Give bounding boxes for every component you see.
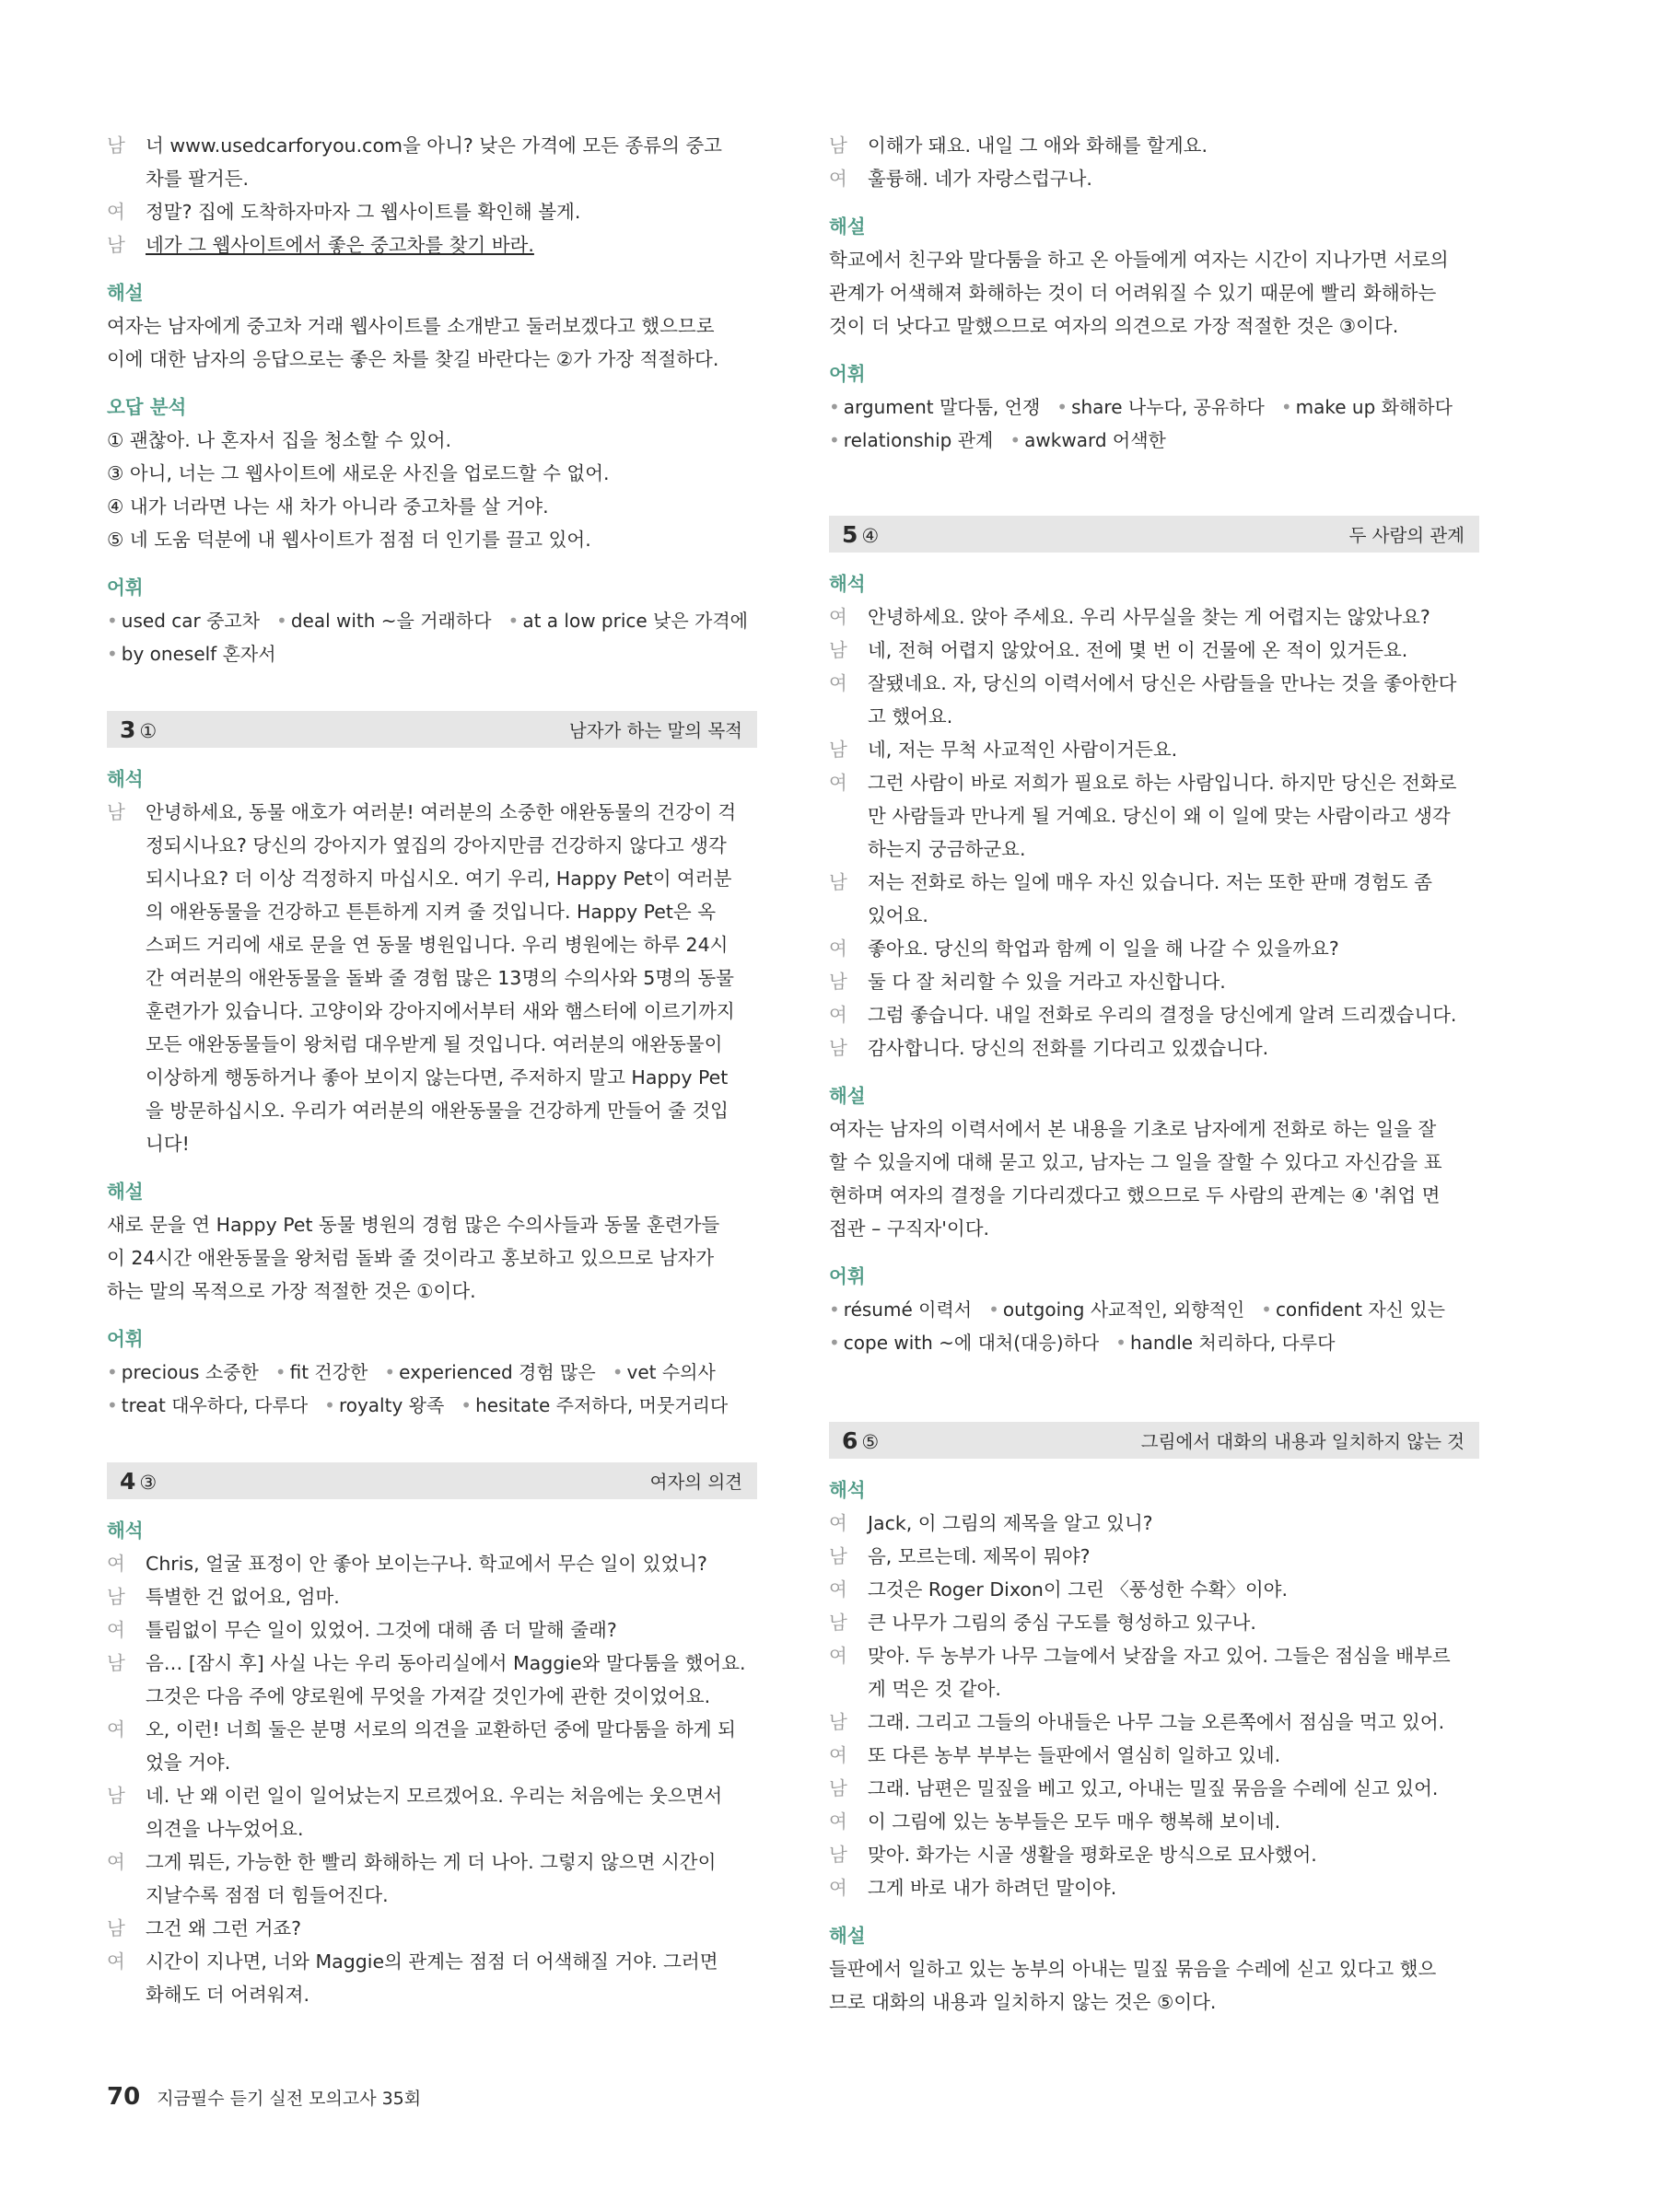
speaker-label: 여 <box>829 1004 847 1026</box>
speaker-label: 남 <box>829 871 847 893</box>
dialogue-line-continued: 만 사람들과 만나게 될 거예요. 당신이 왜 이 일에 맞는 사람이라고 생각 <box>868 805 1451 827</box>
answer-number: ① <box>139 719 158 742</box>
book-title: 지금필수 듣기 실전 모의고사 35회 <box>157 2089 422 2109</box>
dialogue-line: 여 안녕하세요. 앉아 주세요. 우리 사무실을 찾는 게 어렵지는 않았나요? <box>829 600 1479 634</box>
vocab-item: • experienced 경험 많은 <box>384 1361 596 1383</box>
explain-label: 해설 <box>829 1085 866 1107</box>
question-type: 남자가 하는 말의 목적 <box>568 720 742 741</box>
vocab-label: 어휘 <box>107 1328 144 1350</box>
explain-line: 할 수 있을지에 대해 묻고 있고, 남자는 그 일을 잘할 수 있다고 자신감을 표 <box>829 1151 1442 1173</box>
speaker-label: 여 <box>107 1619 125 1641</box>
page-footer <box>107 2083 421 2111</box>
speaker-label: 여 <box>829 772 847 794</box>
speaker-label: 여 <box>829 1512 847 1534</box>
vocab-item: • share 나누다, 공유하다 <box>1056 396 1265 418</box>
dialogue-line-continued: 화해도 더 어려워져. <box>146 1984 309 2006</box>
speaker-label: 여 <box>829 1877 847 1899</box>
vocab-item: • by oneself 혼자서 <box>107 643 276 665</box>
right-column <box>829 129 1479 2019</box>
speaker-label: 여 <box>829 1645 847 1667</box>
vocab-item: • hesitate 주저하다, 머뭇거리다 <box>461 1394 729 1416</box>
dialogue-line <box>107 228 757 262</box>
speaker-label: 여 <box>829 1810 847 1833</box>
speaker-label: 남 <box>829 1777 847 1799</box>
question-number: 5 <box>842 520 858 548</box>
vocab-row <box>829 1326 1479 1359</box>
vocab-row <box>829 424 1479 457</box>
vocab-label: 어휘 <box>829 363 866 385</box>
left-column <box>107 129 757 2011</box>
dialogue-line: 여 그럼 좋습니다. 내일 전화로 우리의 결정을 당신에게 알려 드리겠습니다. <box>829 998 1479 1031</box>
monologue-line-continued: 정되시나요? 당신의 강아지가 옆집의 강아지만큼 건강하지 않다고 생각 <box>146 834 727 856</box>
dialogue-line-continued: 었을 거야. <box>146 1752 231 1774</box>
dialogue-line: 여 이 그림에 있는 농부들은 모두 매우 행복해 보이네. <box>829 1805 1479 1838</box>
answer-underlined: 네가 그 웹사이트에서 좋은 중고차를 찾기 바라. <box>146 234 534 256</box>
explain-label: 해설 <box>107 282 144 304</box>
vocab-item: • relationship 관계 <box>829 429 994 451</box>
speaker-label: 남 <box>107 1785 125 1807</box>
question-type: 여자의 의견 <box>649 1472 742 1493</box>
speaker-label: 남 <box>107 234 125 256</box>
translation-label: 해석 <box>829 573 866 595</box>
speaker-label: 여 <box>107 1950 125 1973</box>
speaker-label: 여 <box>829 1744 847 1766</box>
dialogue-line: 남 그래. 남편은 밀짚을 베고 있고, 아내는 밀짚 묶음을 수레에 싣고 있어. <box>829 1772 1479 1805</box>
dialogue-line: 여 잘됐네요. 자, 당신의 이력서에서 당신은 사람들을 만나는 것을 좋아한다 <box>829 667 1479 700</box>
speaker-label: 여 <box>107 1851 125 1873</box>
monologue-line: 남 안녕하세요, 동물 애호가 여러분! 여러분의 소중한 애완동물의 건강이 걱 <box>107 796 757 829</box>
speaker-label: 남 <box>829 134 847 157</box>
vocab-item: • deal with ~을 거래하다 <box>276 610 492 632</box>
dialogue-line: 여 Jack, 이 그림의 제목을 알고 있니? <box>829 1507 1479 1540</box>
question-type: 그림에서 대화의 내용과 일치하지 않는 것 <box>1140 1431 1465 1452</box>
dialogue-line: 남 음, 모르는데. 제목이 뭐야? <box>829 1540 1479 1573</box>
speaker-label: 남 <box>829 739 847 761</box>
answer-number: ③ <box>139 1471 158 1494</box>
vocab-item: • vet 수의사 <box>612 1361 716 1383</box>
dialogue-line: 여 정말? 집에 도착하자마자 그 웹사이트를 확인해 볼게. <box>107 195 757 228</box>
wrong-option: ① 괜찮아. 나 혼자서 집을 청소할 수 있어. <box>107 429 452 451</box>
translation-label: 해석 <box>107 768 144 790</box>
vocab-row <box>107 1389 757 1422</box>
q2-dialogue <box>107 129 757 262</box>
vocab-label: 어휘 <box>829 1265 866 1287</box>
vocab-item: • argument 말다툼, 언쟁 <box>829 396 1041 418</box>
dialogue-line-continued: 지날수록 점점 더 힘들어진다. <box>146 1884 389 1906</box>
dialogue-line: 남 음… [잠시 후] 사실 나는 우리 동아리실에서 Maggie와 말다툼을 했어요. <box>107 1647 757 1680</box>
dialogue-line: 남 너 www.usedcarforyou.com을 아니? 낮은 가격에 모든 종류의 중고 <box>107 129 757 162</box>
speaker-label: 남 <box>829 971 847 993</box>
question-number: 3 <box>120 716 136 743</box>
dialogue-line: 남 감사합니다. 당신의 전화를 기다리고 있겠습니다. <box>829 1031 1479 1065</box>
dialogue-line: 남 이해가 돼요. 내일 그 애와 화해를 할게요. <box>829 129 1479 162</box>
speaker-label: 여 <box>829 672 847 694</box>
speaker-label: 남 <box>829 1844 847 1866</box>
dialogue-line: 남 특별한 건 없어요, 엄마. <box>107 1580 757 1613</box>
dialogue-line-continued: 의견을 나누었어요. <box>146 1818 304 1840</box>
dialogue-line: 남 그래. 그리고 그들의 아내들은 나무 그늘 오른쪽에서 점심을 먹고 있어. <box>829 1706 1479 1739</box>
explain-line: 새로 문을 연 Happy Pet 동물 병원의 경험 많은 수의사들과 동물 훈련가들 <box>107 1214 720 1236</box>
dialogue-line: 여 오, 이런! 너희 둘은 분명 서로의 의견을 교환하던 중에 말다툼을 하게 되 <box>107 1713 757 1746</box>
dialogue-line: 남 네, 저는 무척 사교적인 사람이거든요. <box>829 733 1479 766</box>
vocab-row <box>829 390 1479 424</box>
monologue-line-continued: 스퍼드 거리에 새로 문을 연 동물 병원입니다. 우리 병원에는 하루 24시 <box>146 934 729 956</box>
vocab-item: • cope with ~에 대처(대응)하다 <box>829 1332 1100 1354</box>
question-type: 두 사람의 관계 <box>1348 525 1465 546</box>
speaker-label: 여 <box>829 168 847 190</box>
dialogue-line-continued: 차를 팔거든. <box>146 168 250 190</box>
dialogue-line-continued: 하는지 궁금하군요. <box>868 838 1026 860</box>
explain-line: 것이 더 낫다고 말했으므로 여자의 의견으로 가장 적절한 것은 ③이다. <box>829 315 1399 337</box>
dialogue-line: 여 그게 바로 내가 하려던 말이야. <box>829 1871 1479 1904</box>
explain-line: 관계가 어색해져 화해하는 것이 더 어려워질 수 있기 때문에 빨리 화해하는 <box>829 282 1437 304</box>
dialogue-line: 여 틀림없이 무슨 일이 있었어. 그것에 대해 좀 더 말해 줄래? <box>107 1613 757 1647</box>
speaker-label: 남 <box>107 1917 125 1939</box>
question-5-banner <box>829 516 1479 553</box>
explain-line: 학교에서 친구와 말다툼을 하고 온 아들에게 여자는 시간이 지나가면 서로의 <box>829 249 1449 271</box>
dialogue-line: 여 훌륭해. 네가 자랑스럽구나. <box>829 162 1479 195</box>
explain-label: 해설 <box>829 1925 866 1947</box>
question-4-banner <box>107 1462 757 1499</box>
dialogue-line: 여 그런 사람이 바로 저희가 필요로 하는 사람입니다. 하지만 당신은 전화로 <box>829 766 1479 799</box>
speaker-label: 남 <box>829 1037 847 1059</box>
dialogue-line: 여 그것은 Roger Dixon이 그린 〈풍성한 수확〉이야. <box>829 1573 1479 1606</box>
explain-line: 접관 – 구직자'이다. <box>829 1217 990 1240</box>
dialogue-line: 남 큰 나무가 그림의 중심 구도를 형성하고 있구나. <box>829 1606 1479 1639</box>
vocab-item: • royalty 왕족 <box>324 1394 445 1416</box>
vocab-item: • fit 건강한 <box>274 1361 368 1383</box>
monologue-line-continued: 을 방문하십시오. 우리가 여러분의 애완동물을 건강하게 만들어 줄 것입 <box>146 1100 729 1122</box>
explain-line: 여자는 남자에게 중고차 거래 웹사이트를 소개받고 둘러보겠다고 했으므로 <box>107 315 715 337</box>
wrong-option: ⑤ 네 도움 덕분에 내 웹사이트가 점점 더 인기를 끌고 있어. <box>107 529 591 551</box>
vocab-item: • at a low price 낮은 가격에 <box>508 610 748 632</box>
question-number: 4 <box>120 1467 136 1495</box>
dialogue-line: 여 좋아요. 당신의 학업과 함께 이 일을 해 나갈 수 있을까요? <box>829 932 1479 965</box>
question-3-banner <box>107 711 757 748</box>
dialogue-line-continued: 게 먹은 것 같아. <box>868 1678 1001 1700</box>
speaker-label: 여 <box>829 606 847 628</box>
dialogue-line: 남 그건 왜 그런 거죠? <box>107 1912 757 1945</box>
dialogue-line: 여 시간이 지나면, 너와 Maggie의 관계는 점점 더 어색해질 거야. 그러면 <box>107 1945 757 1978</box>
speaker-label: 남 <box>107 134 125 157</box>
vocab-row <box>107 637 757 670</box>
dialogue-line: 여 그게 뭐든, 가능한 한 빨리 화해하는 게 더 나아. 그렇지 않으면 시간이 <box>107 1845 757 1879</box>
speaker-label: 남 <box>829 1612 847 1634</box>
speaker-label: 여 <box>107 1718 125 1740</box>
monologue-line-continued: 이상하게 행동하거나 좋아 보이지 않는다면, 주저하지 말고 Happy Pet <box>146 1066 729 1089</box>
speaker-label: 남 <box>107 801 125 823</box>
monologue-line-continued: 되시나요? 더 이상 걱정하지 마십시오. 여기 우리, Happy Pet이 여러분 <box>146 867 732 890</box>
speaker-label: 여 <box>829 937 847 960</box>
question-6-banner <box>829 1422 1479 1459</box>
answer-number: ⑤ <box>861 1430 880 1453</box>
vocab-item: • handle 처리하다, 다루다 <box>1115 1332 1336 1354</box>
speaker-label: 여 <box>829 1578 847 1601</box>
monologue-line-continued: 간 여러분의 애완동물을 돌봐 줄 경험 많은 13명의 수의사와 5명의 동물 <box>146 967 734 989</box>
question-number: 6 <box>842 1426 858 1454</box>
translation-label: 해석 <box>829 1479 866 1501</box>
dialogue-line-continued: 고 했어요. <box>868 705 953 728</box>
vocab-row <box>829 1293 1479 1326</box>
vocab-item: • make up 화해하다 <box>1280 396 1453 418</box>
speaker-label: 남 <box>107 1652 125 1674</box>
wrong-option: ③ 아니, 너는 그 웹사이트에 새로운 사진을 업로드할 수 없어. <box>107 462 610 484</box>
dialogue-line: 남 네. 난 왜 이런 일이 일어났는지 모르겠어요. 우리는 처음에는 웃으면서 <box>107 1779 757 1812</box>
explain-label: 해설 <box>107 1181 144 1203</box>
vocab-item: • used car 중고차 <box>107 610 261 632</box>
answer-number: ④ <box>861 524 880 547</box>
vocab-item: • résumé 이력서 <box>829 1298 973 1321</box>
explain-line: 여자는 남자의 이력서에서 본 내용을 기초로 남자에게 전화로 하는 일을 잘 <box>829 1118 1437 1140</box>
explain-line: 이 24시간 애완동물을 왕처럼 돌봐 줄 것이라고 홍보하고 있으므로 남자가 <box>107 1247 715 1269</box>
dialogue-line: 여 맞아. 두 농부가 나무 그늘에서 낮잠을 자고 있어. 그들은 점심을 배부르 <box>829 1639 1479 1672</box>
explain-line: 들판에서 일하고 있는 농부의 아내는 밀짚 묶음을 수레에 싣고 있다고 했으 <box>829 1958 1437 1980</box>
explain-line: 이에 대한 남자의 응답으로는 좋은 차를 찾길 바란다는 ②가 가장 적절하다. <box>107 348 719 370</box>
vocab-item: • precious 소중한 <box>107 1361 259 1383</box>
explain-line: 하는 말의 목적으로 가장 적절한 것은 ①이다. <box>107 1280 476 1302</box>
speaker-label: 남 <box>107 1586 125 1608</box>
vocab-item: • confident 자신 있는 <box>1261 1298 1445 1321</box>
vocab-label: 어휘 <box>107 576 144 599</box>
vocab-row <box>107 604 757 637</box>
page-number: 70 <box>107 2083 141 2111</box>
vocab-item: • awkward 어색한 <box>1010 429 1166 451</box>
vocab-item: • outgoing 사교적인, 외향적인 <box>988 1298 1245 1321</box>
dialogue-line: 남 네, 전혀 어렵지 않았어요. 전에 몇 번 이 건물에 온 적이 있거든요. <box>829 634 1479 667</box>
translation-label: 해석 <box>107 1519 144 1542</box>
monologue-line-continued: 훈련가가 있습니다. 고양이와 강아지에서부터 새와 햄스터에 이르기까지 <box>146 1000 735 1022</box>
vocab-row <box>107 1356 757 1389</box>
speaker-label: 남 <box>829 1711 847 1733</box>
dialogue-line: 남 맞아. 화가는 시골 생활을 평화로운 방식으로 묘사했어. <box>829 1838 1479 1871</box>
explain-line: 현하며 여자의 결정을 기다리겠다고 했으므로 두 사람의 관계는 ④ '취업 면 <box>829 1184 1441 1206</box>
speaker-label: 여 <box>107 1553 125 1575</box>
speaker-label: 여 <box>107 201 125 223</box>
explain-label: 해설 <box>829 215 866 238</box>
dialogue-line-continued: 그것은 다음 주에 양로원에 무엇을 가져갈 것인가에 관한 것이었어요. <box>146 1685 711 1707</box>
speaker-label: 남 <box>829 1545 847 1567</box>
dialogue-line: 남 둘 다 잘 처리할 수 있을 거라고 자신합니다. <box>829 965 1479 998</box>
monologue-line-continued: 의 애완동물을 건강하고 튼튼하게 지켜 줄 것입니다. Happy Pet은 옥 <box>146 901 717 923</box>
dialogue-line: 남 저는 전화로 하는 일에 매우 자신 있습니다. 저는 또한 판매 경험도 좀 <box>829 866 1479 899</box>
vocab-item: • treat 대우하다, 다루다 <box>107 1394 309 1416</box>
monologue-line-continued: 모든 애완동물들이 왕처럼 대우받게 될 것입니다. 여러분의 애완동물이 <box>146 1033 723 1055</box>
wrong-option: ④ 내가 너라면 나는 새 차가 아니라 중고차를 살 거야. <box>107 495 549 518</box>
dialogue-line: 여 또 다른 농부 부부는 들판에서 열심히 일하고 있네. <box>829 1739 1479 1772</box>
wrong-analysis-label: 오답 분석 <box>107 396 187 418</box>
speaker-label: 남 <box>829 639 847 661</box>
dialogue-line: 여 Chris, 얼굴 표정이 안 좋아 보이는구나. 학교에서 무슨 일이 있었니? <box>107 1547 757 1580</box>
monologue-line-continued: 니다! <box>146 1133 190 1155</box>
dialogue-line-continued: 있어요. <box>868 904 928 926</box>
explain-line: 므로 대화의 내용과 일치하지 않는 것은 ⑤이다. <box>829 1991 1217 2013</box>
